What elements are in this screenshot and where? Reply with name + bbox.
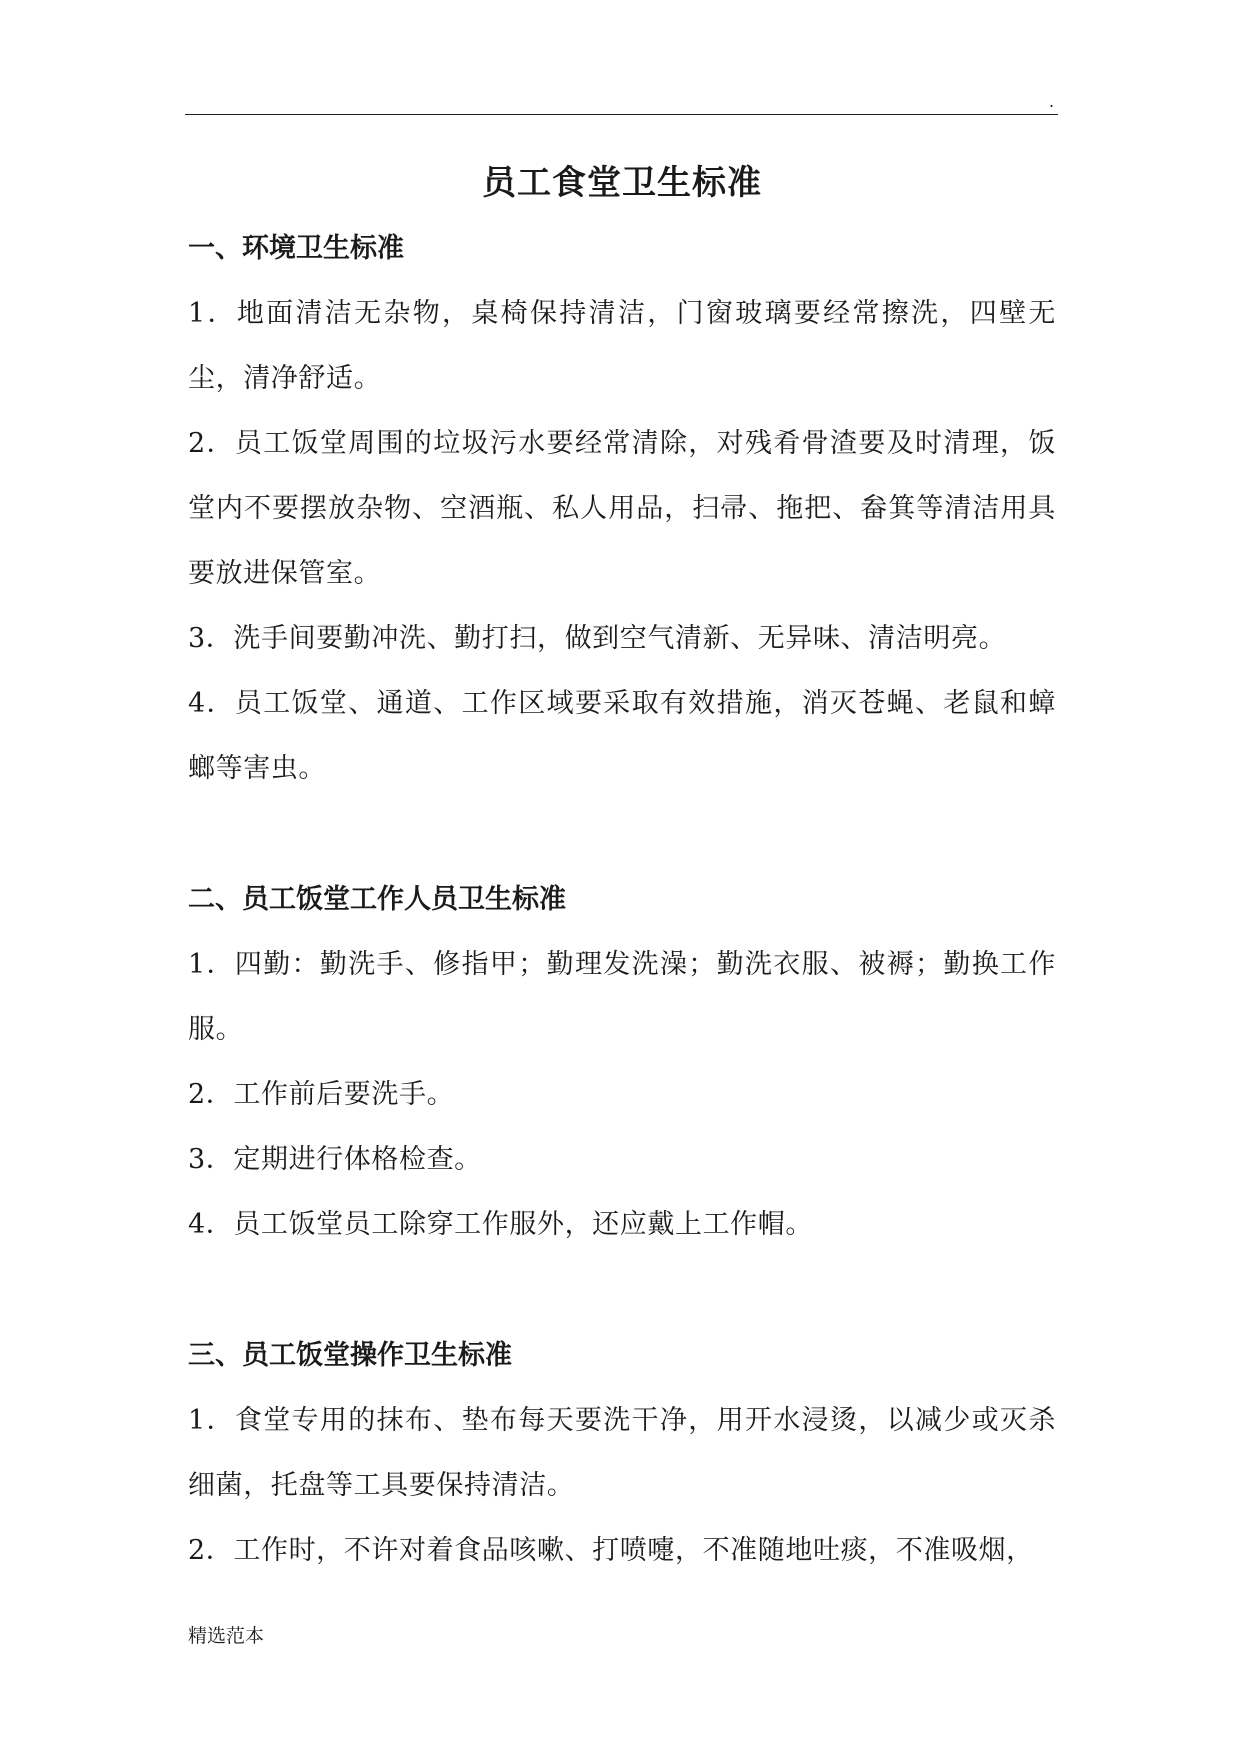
section-environment	[188, 216, 1056, 801]
list-item: 4．员工饭堂、通道、工作区域要采取有效措施，消灭苍蝇、老鼠和蟑螂等害虫。	[188, 688, 1056, 784]
list-item: 2．工作前后要洗手。	[188, 1079, 455, 1110]
header-rule	[185, 114, 1058, 115]
list-item: 1．地面清洁无杂物，桌椅保持清洁，门窗玻璃要经常擦洗，四壁无尘，清净舒适。	[188, 298, 1056, 394]
list-item: 2．员工饭堂周围的垃圾污水要经常清除，对残肴骨渣要及时清理，饭堂内不要摆放杂物、空酒瓶、私人用品，扫帚、拖把、畚箕等清洁用具要放进保管室。	[188, 428, 1056, 589]
document-title: 员工食堂卫生标准	[482, 163, 762, 203]
list-item: 2．工作时，不许对着食品咳嗽、打喷嚏，不准随地吐痰，不准吸烟，	[188, 1535, 1034, 1566]
header-mark: .	[1049, 92, 1055, 111]
section-operation	[188, 1323, 1056, 1583]
section-heading: 一、环境卫生标准	[188, 233, 404, 264]
section-heading: 二、员工饭堂工作人员卫生标准	[188, 884, 566, 915]
list-item: 1．食堂专用的抹布、垫布每天要洗干净，用开水浸烫，以减少或灭杀细菌，托盘等工具要保持清洁。	[188, 1405, 1056, 1501]
section-staff	[188, 867, 1056, 1257]
list-item: 1．四勤：勤洗手、修指甲；勤理发洗澡；勤洗衣服、被褥；勤换工作服。	[188, 949, 1056, 1045]
list-item: 3．定期进行体格检查。	[188, 1144, 482, 1175]
footer-label: 精选范本	[188, 1625, 265, 1647]
list-item: 4．员工饭堂员工除穿工作服外，还应戴上工作帽。	[188, 1209, 813, 1240]
list-item: 3．洗手间要勤冲洗、勤打扫，做到空气清新、无异味、清洁明亮。	[188, 623, 1007, 654]
section-heading: 三、员工饭堂操作卫生标准	[188, 1340, 512, 1371]
document-body	[188, 160, 1056, 1583]
